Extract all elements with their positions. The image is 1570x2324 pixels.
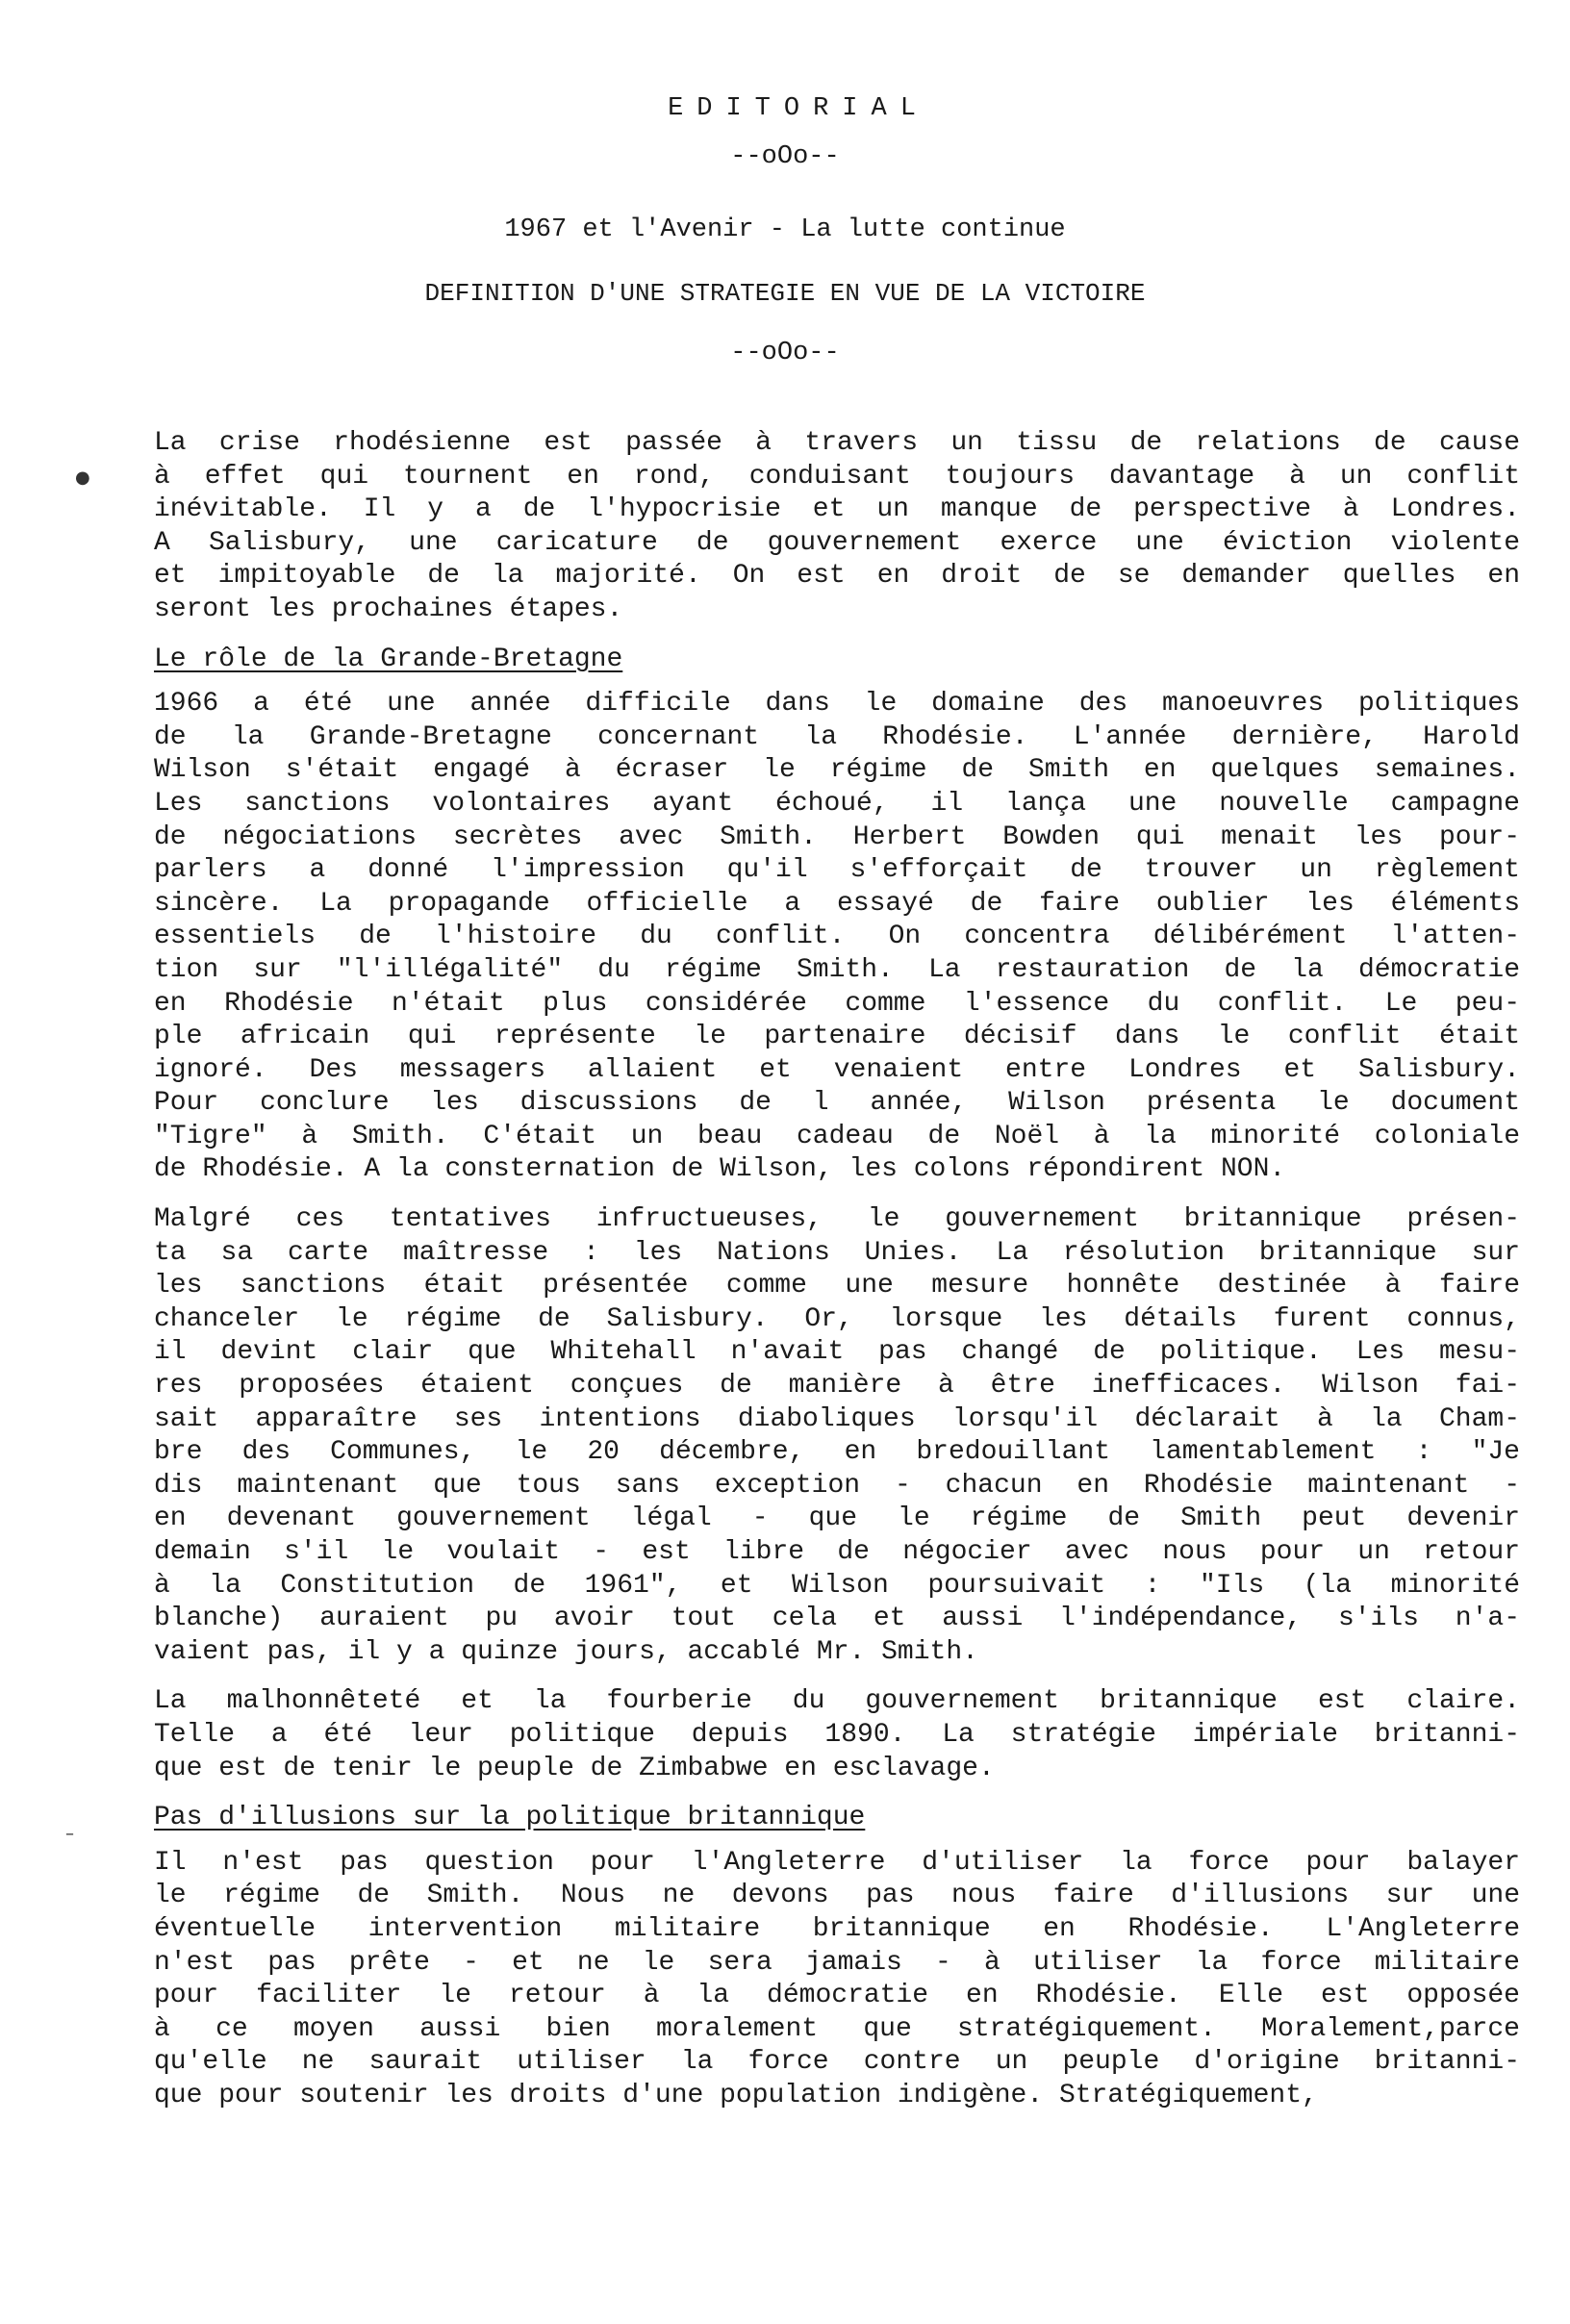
text-line: chanceler le régime de Salisbury. Or, lorsque les détails furent connus, bbox=[154, 1303, 1520, 1334]
text-line: essentiels de l'histoire du conflit. On concentra délibérément l'atten- bbox=[154, 922, 1520, 952]
article-body bbox=[154, 427, 1520, 2130]
text-line: Pour conclure les discussions de l année, Wilson présenta le document bbox=[154, 1088, 1520, 1119]
text-line: Il n'est pas question pour l'Angleterre d'utiliser la force pour balayer bbox=[154, 1847, 1520, 1878]
text-line: vaient pas, il y a quinze jours, accablé Mr. Smith. bbox=[154, 1636, 978, 1667]
text-line: parlers a donné l'impression qu'il s'efforçait de trouver un règlement bbox=[154, 855, 1520, 886]
article-subtitle: DEFINITION D'UNE STRATEGIE EN VUE DE LA VICTOIRE bbox=[424, 279, 1146, 308]
text-line: à ce moyen aussi bien moralement que stratégiquement. Moralement,parce bbox=[154, 2013, 1520, 2044]
text-line: en devenant gouvernement légal - que le régime de Smith peut devenir bbox=[154, 1503, 1520, 1534]
text-line: n'est pas prête - et ne le sera jamais - à utiliser la force militaire bbox=[154, 1947, 1520, 1978]
text-line: blanche) auraient pu avoir tout cela et aussi l'indépendance, s'ils n'a- bbox=[154, 1604, 1520, 1634]
text-line: à la Constitution de 1961", et Wilson poursuivait : "Ils (la minorité bbox=[154, 1570, 1520, 1601]
page-mark-dash-icon: – bbox=[65, 1824, 74, 1844]
text-line: Telle a été leur politique depuis 1890. La stratégie impériale britanni- bbox=[154, 1719, 1520, 1750]
text-line: tion sur "l'illégalité" du régime Smith. La restauration de la démocratie bbox=[154, 954, 1520, 985]
text-line: que est de tenir le peuple de Zimbabwe en esclavage. bbox=[154, 1753, 995, 1783]
text-line: les sanctions était présentée comme une mesure honnête destinée à faire bbox=[154, 1271, 1520, 1301]
text-line: de la Grande-Bretagne concernant la Rhodésie. L'année dernière, Harold bbox=[154, 721, 1520, 752]
text-line: sincère. La propagande officielle a essayé de faire oublier les éléments bbox=[154, 888, 1520, 919]
text-line: pour faciliter le retour à la démocratie en Rhodésie. Elle est opposée bbox=[154, 1981, 1520, 2011]
paragraph bbox=[154, 688, 1520, 1187]
text-line: Wilson s'était engagé à écraser le régime de Smith en quelques semaines. bbox=[154, 755, 1520, 786]
text-line: bre des Communes, le 20 décembre, en bredouillant lamentablement : "Je bbox=[154, 1437, 1520, 1468]
separator-bottom: --oOo-- bbox=[730, 339, 840, 367]
text-line: que pour soutenir les droits d'une population indigène. Stratégiquement, bbox=[154, 2080, 1318, 2110]
text-line: Malgré ces tentatives infructueuses, le gouvernement britannique présen- bbox=[154, 1204, 1520, 1235]
text-line: à effet qui tournent en rond, conduisant toujours davantage à un conflit bbox=[154, 461, 1520, 492]
text-line: éventuelle intervention militaire britannique en Rhodésie. L'Angleterre bbox=[154, 1913, 1520, 1944]
paragraph bbox=[154, 1203, 1520, 1669]
text-line: de Rhodésie. A la consternation de Wilson, les colons répondirent NON. bbox=[154, 1154, 1286, 1185]
section-heading-no-illusions: Pas d'illusions sur la politique britannique bbox=[154, 1803, 866, 1833]
text-line: qu'elle ne saurait utiliser la force contre un peuple d'origine britanni- bbox=[154, 2047, 1520, 2078]
text-line: A Salisbury, une caricature de gouvernement exerce une éviction violente bbox=[154, 527, 1520, 558]
text-line: le régime de Smith. Nous ne devons pas nous faire d'illusions sur une bbox=[154, 1881, 1520, 1911]
section-heading-role-uk: Le rôle de la Grande-Bretagne bbox=[154, 644, 623, 674]
article-title: 1967 et l'Avenir - La lutte continue bbox=[504, 215, 1066, 244]
text-line: de négociations secrètes avec Smith. Herbert Bowden qui menait les pour- bbox=[154, 821, 1520, 852]
text-line: et impitoyable de la majorité. On est en droit de se demander quelles en bbox=[154, 561, 1520, 592]
text-line: ple africain qui représente le partenaire décisif dans le conflit était bbox=[154, 1022, 1520, 1052]
text-line: res proposées étaient conçues de manière à être inefficaces. Wilson fai- bbox=[154, 1371, 1520, 1402]
paragraph bbox=[154, 1685, 1520, 1785]
text-line: dis maintenant que tous sans exception - chacun en Rhodésie maintenant - bbox=[154, 1470, 1520, 1501]
text-line: ignoré. Des messagers allaient et venaient entre Londres et Salisbury. bbox=[154, 1054, 1520, 1085]
editorial-heading: EDITORIAL bbox=[668, 94, 929, 123]
text-line: demain s'il le voulait - est libre de négocier avec nous pour un retour bbox=[154, 1537, 1520, 1567]
text-line: Les sanctions volontaires ayant échoué, il lança une nouvelle campagne bbox=[154, 788, 1520, 819]
text-line: en Rhodésie n'était plus considérée comme l'essence du conflit. Le peu- bbox=[154, 988, 1520, 1019]
page-mark-dot-icon: ● bbox=[75, 467, 90, 488]
text-line: "Tigre" à Smith. C'était un beau cadeau de Noël à la minorité coloniale bbox=[154, 1121, 1520, 1151]
text-line: ta sa carte maîtresse : les Nations Unies. La résolution britannique sur bbox=[154, 1237, 1520, 1268]
text-line: La malhonnêteté et la fourberie du gouvernement britannique est claire. bbox=[154, 1686, 1520, 1717]
text-line: La crise rhodésienne est passée à travers un tissu de relations de cause bbox=[154, 428, 1520, 458]
text-line: il devint clair que Whitehall n'avait pas changé de politique. Les mesu- bbox=[154, 1337, 1520, 1368]
text-line: 1966 a été une année difficile dans le domaine des manoeuvres politiques bbox=[154, 689, 1520, 720]
paragraph bbox=[154, 1847, 1520, 2113]
separator-top: --oOo-- bbox=[730, 142, 840, 171]
text-line: seront les prochaines étapes. bbox=[154, 594, 623, 624]
text-line: inévitable. Il y a de l'hypocrisie et un manque de perspective à Londres. bbox=[154, 494, 1520, 525]
text-line: sait apparaître ses intentions diaboliques lorsqu'il déclarait à la Cham- bbox=[154, 1403, 1520, 1434]
intro-paragraph bbox=[154, 427, 1520, 627]
